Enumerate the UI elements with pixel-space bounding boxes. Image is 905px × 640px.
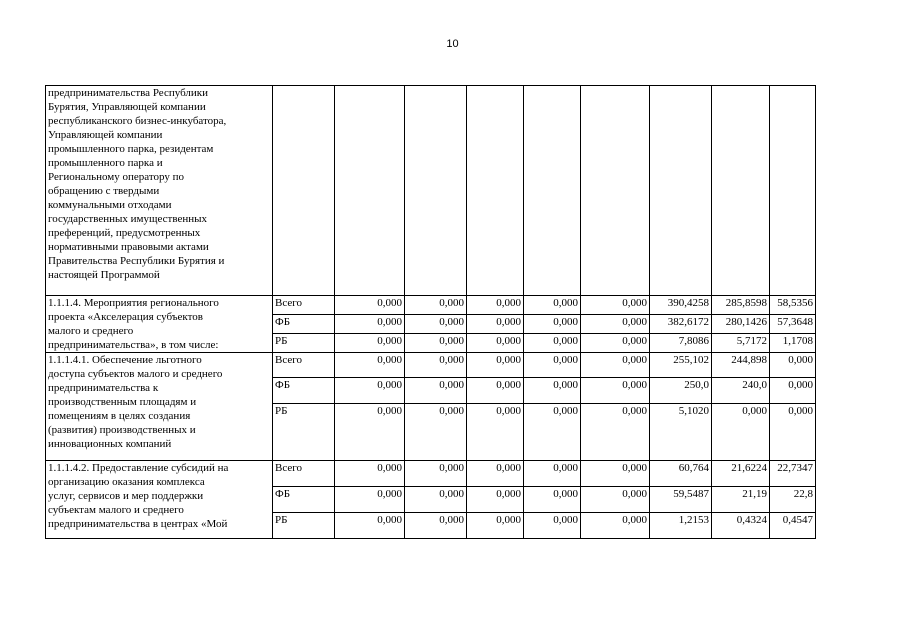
value-cell: 21,6224	[712, 461, 770, 487]
value-cell: 0,000	[524, 487, 581, 513]
value-cell: 0,000	[467, 315, 524, 334]
value-cell: 0,000	[467, 334, 524, 353]
value-cell: 0,000	[335, 513, 405, 539]
value-cell: 0,000	[467, 353, 524, 378]
value-cell: 0,000	[467, 461, 524, 487]
empty-cell	[335, 86, 405, 296]
value-cell: 0,000	[335, 334, 405, 353]
empty-cell	[273, 86, 335, 296]
value-cell: 0,000	[524, 378, 581, 404]
row-description	[46, 296, 273, 353]
table-row	[46, 86, 816, 296]
description-line: коммунальными отходами	[48, 199, 172, 211]
value-cell: 21,19	[712, 487, 770, 513]
description-line: субъектам малого и среднего	[48, 504, 184, 516]
funding-source: Всего	[273, 353, 335, 378]
value-cell: 0,000	[581, 296, 650, 315]
description-line: предпринимательства», в том числе:	[48, 339, 219, 351]
value-cell: 0,000	[467, 404, 524, 461]
empty-cell	[770, 86, 816, 296]
value-cell: 0,000	[581, 315, 650, 334]
value-cell: 0,000	[335, 461, 405, 487]
value-cell: 22,8	[770, 487, 816, 513]
value-cell: 0,4324	[712, 513, 770, 539]
description-line: обращению с твердыми	[48, 185, 160, 197]
description-line: производственным площадям и	[48, 396, 197, 408]
value-cell: 0,000	[335, 353, 405, 378]
empty-cell	[467, 86, 524, 296]
value-cell: 0,000	[335, 404, 405, 461]
value-cell: 255,102	[650, 353, 712, 378]
description-line: (развития) производственных и	[48, 424, 196, 436]
value-cell: 60,764	[650, 461, 712, 487]
value-cell: 0,000	[524, 334, 581, 353]
value-cell: 0,000	[581, 461, 650, 487]
description-line: 1.1.1.4.1. Обеспечение льготного	[48, 354, 202, 366]
funding-source: Всего	[273, 296, 335, 315]
value-cell: 0,000	[524, 513, 581, 539]
description-line: предпринимательства Республики	[48, 87, 208, 99]
description-line: Бурятия, Управляющей компании	[48, 101, 206, 113]
page-number: 10	[446, 38, 459, 50]
funding-source: РБ	[273, 404, 335, 461]
value-cell: 280,1426	[712, 315, 770, 334]
value-cell: 0,000	[524, 353, 581, 378]
description-line: инновационных компаний	[48, 438, 172, 450]
value-cell: 59,5487	[650, 487, 712, 513]
empty-cell	[712, 86, 770, 296]
description-line: настоящей Программой	[48, 269, 160, 281]
empty-cell	[524, 86, 581, 296]
value-cell: 0,000	[405, 487, 467, 513]
table-row	[46, 461, 816, 487]
table-row	[46, 296, 816, 315]
value-cell: 250,0	[650, 378, 712, 404]
value-cell: 0,000	[524, 404, 581, 461]
description-line: республиканского бизнес-инкубатора,	[48, 115, 227, 127]
row-description	[46, 353, 273, 461]
description-line: 1.1.1.4.2. Предоставление субсидий на	[48, 462, 229, 474]
value-cell: 58,5356	[770, 296, 816, 315]
row-description	[46, 86, 273, 296]
description-line: помещениям в целях создания	[48, 410, 191, 422]
funding-table	[45, 85, 816, 539]
description-line: услуг, сервисов и мер поддержки	[48, 490, 204, 502]
value-cell: 0,000	[770, 353, 816, 378]
value-cell: 382,6172	[650, 315, 712, 334]
value-cell: 285,8598	[712, 296, 770, 315]
value-cell: 0,000	[335, 487, 405, 513]
funding-source: ФБ	[273, 378, 335, 404]
value-cell: 0,000	[712, 404, 770, 461]
funding-source: Всего	[273, 461, 335, 487]
value-cell: 0,000	[524, 315, 581, 334]
value-cell: 390,4258	[650, 296, 712, 315]
funding-source: РБ	[273, 334, 335, 353]
value-cell: 0,000	[581, 334, 650, 353]
value-cell: 0,4547	[770, 513, 816, 539]
empty-cell	[581, 86, 650, 296]
value-cell: 0,000	[335, 315, 405, 334]
value-cell: 0,000	[581, 513, 650, 539]
value-cell: 0,000	[405, 296, 467, 315]
value-cell: 0,000	[770, 378, 816, 404]
description-line: государственных имущественных	[48, 213, 207, 225]
value-cell: 0,000	[335, 378, 405, 404]
description-line: 1.1.1.4. Мероприятия регионального	[48, 297, 219, 309]
description-line: Управляющей компании	[48, 129, 163, 141]
funding-source: ФБ	[273, 315, 335, 334]
value-cell: 0,000	[405, 404, 467, 461]
value-cell: 0,000	[405, 315, 467, 334]
description-line: промышленного парка и	[48, 157, 163, 169]
description-line: нормативными правовыми актами	[48, 241, 209, 253]
table-row	[46, 353, 816, 378]
value-cell: 0,000	[405, 378, 467, 404]
value-cell: 0,000	[405, 461, 467, 487]
value-cell: 0,000	[467, 513, 524, 539]
description-line: проекта «Акселерация субъектов	[48, 311, 203, 323]
empty-cell	[650, 86, 712, 296]
value-cell: 0,000	[524, 461, 581, 487]
value-cell: 1,1708	[770, 334, 816, 353]
value-cell: 7,8086	[650, 334, 712, 353]
description-line: малого и среднего	[48, 325, 134, 337]
funding-source: ФБ	[273, 487, 335, 513]
description-line: предпринимательства к	[48, 382, 159, 394]
value-cell: 1,2153	[650, 513, 712, 539]
value-cell: 0,000	[770, 404, 816, 461]
description-line: организацию оказания комплекса	[48, 476, 205, 488]
value-cell: 0,000	[405, 353, 467, 378]
description-line: доступа субъектов малого и среднего	[48, 368, 223, 380]
value-cell: 244,898	[712, 353, 770, 378]
value-cell: 0,000	[581, 378, 650, 404]
description-line: преференций, предусмотренных	[48, 227, 201, 239]
value-cell: 5,7172	[712, 334, 770, 353]
funding-source: РБ	[273, 513, 335, 539]
value-cell: 5,1020	[650, 404, 712, 461]
value-cell: 240,0	[712, 378, 770, 404]
value-cell: 0,000	[405, 513, 467, 539]
value-cell: 0,000	[467, 487, 524, 513]
value-cell: 0,000	[581, 353, 650, 378]
value-cell: 0,000	[581, 487, 650, 513]
description-line: Региональному оператору по	[48, 171, 185, 183]
description-line: промышленного парка, резидентам	[48, 143, 214, 155]
value-cell: 0,000	[467, 296, 524, 315]
value-cell: 0,000	[335, 296, 405, 315]
value-cell: 22,7347	[770, 461, 816, 487]
value-cell: 0,000	[405, 334, 467, 353]
value-cell: 0,000	[581, 404, 650, 461]
value-cell: 0,000	[524, 296, 581, 315]
value-cell: 0,000	[467, 378, 524, 404]
description-line: предпринимательства в центрах «Мой	[48, 518, 228, 530]
value-cell: 57,3648	[770, 315, 816, 334]
empty-cell	[405, 86, 467, 296]
description-line: Правительства Республики Бурятия и	[48, 255, 225, 267]
row-description	[46, 461, 273, 539]
